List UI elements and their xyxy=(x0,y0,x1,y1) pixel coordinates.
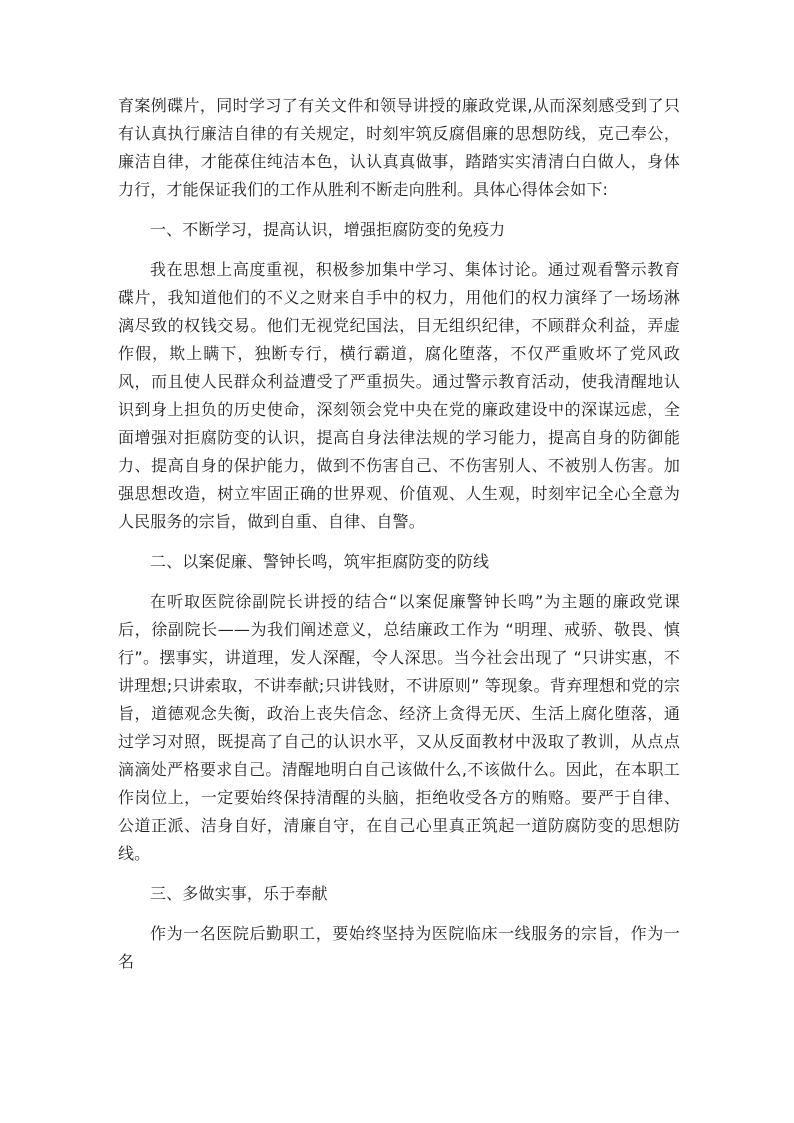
section-2-body: 在听取医院徐副院长讲授的结合“以案促廉警钟长鸣”为主题的廉政党课后，徐副院长——为我们阐述意义，总结廉政工作为 “明理、戒骄、敬畏、慎行”。摆事实，讲道理，发人深醒，令人深思。当今社会出现了 “只讲实惠，不讲理想;只讲索取，不讲奉献;只讲钱财，不讲原则” 等现象。背弃理想和党的宗旨，道德观念失衡，政治上丧失信念、经济上贪得无厌、生活上腐化堕落，通过学习对照，既提高了自己的认识水平，又从反面教材中汲取了教训，从点点滴滴处严格要求自己。清醒地明白自己该做什么,不该做什么。因此，在本职工作岗位上，一定要始终保持清醒的头脑，拒绝收受各方的贿赂。要严于自律、公道正派、洁身自好，清廉自守，在自己心里真正筑起一道防腐防变的思想防线。 xyxy=(118,592,680,863)
intro-paragraph: 育案例碟片，同时学习了有关文件和领导讲授的廉政党课,从而深刻感受到了只有认真执行廉洁自律的有关规定，时刻牢筑反腐倡廉的思想防线，克己奉公，廉洁自律，才能葆住纯洁本色，认认真真做事，踏踏实实清清白白做人，身体力行，才能保证我们的工作从胜利不断走向胜利。具体心得体会如下: xyxy=(118,96,680,199)
section-3-heading: 三、多做实事，乐于奉献 xyxy=(150,884,328,903)
section-2-heading: 二、以案促廉、警钟长鸣，筑牢拒腐防变的防线 xyxy=(150,552,490,571)
document-page xyxy=(118,92,680,976)
section-1-heading: 一、不断学习，提高认识，增强拒腐防变的免疫力 xyxy=(150,220,506,239)
section-3-body: 作为一名医院后勤职工，要始终坚持为医院临床一线服务的宗旨，作为一名 xyxy=(118,924,680,971)
section-1-body: 我在思想上高度重视，积极参加集中学习、集体讨论。通过观看警示教育碟片，我知道他们的不义之财来自手中的权力，用他们的权力演绎了一场场淋漓尽致的权钱交易。他们无视党纪国法，目无组织纪律，不顾群众利益，弄虚作假，欺上瞒下，独断专行，横行霸道，腐化堕落，不仅严重败坏了党风政风，而且使人民群众利益遭受了严重损失。通过警示教育活动，使我清醒地认识到身上担负的历史使命，深刻领会党中央在党的廉政建设中的深谋远虑，全面增强对拒腐防变的认识，提高自身法律法规的学习能力，提高自身的防御能力、提高自身的保护能力，做到不伤害自己、不伤害别人、不被别人伤害。加强思想改造，树立牢固正确的世界观、价值观、人生观，时刻牢记全心全意为人民服务的宗旨，做到自重、自律、自警。 xyxy=(118,260,680,531)
